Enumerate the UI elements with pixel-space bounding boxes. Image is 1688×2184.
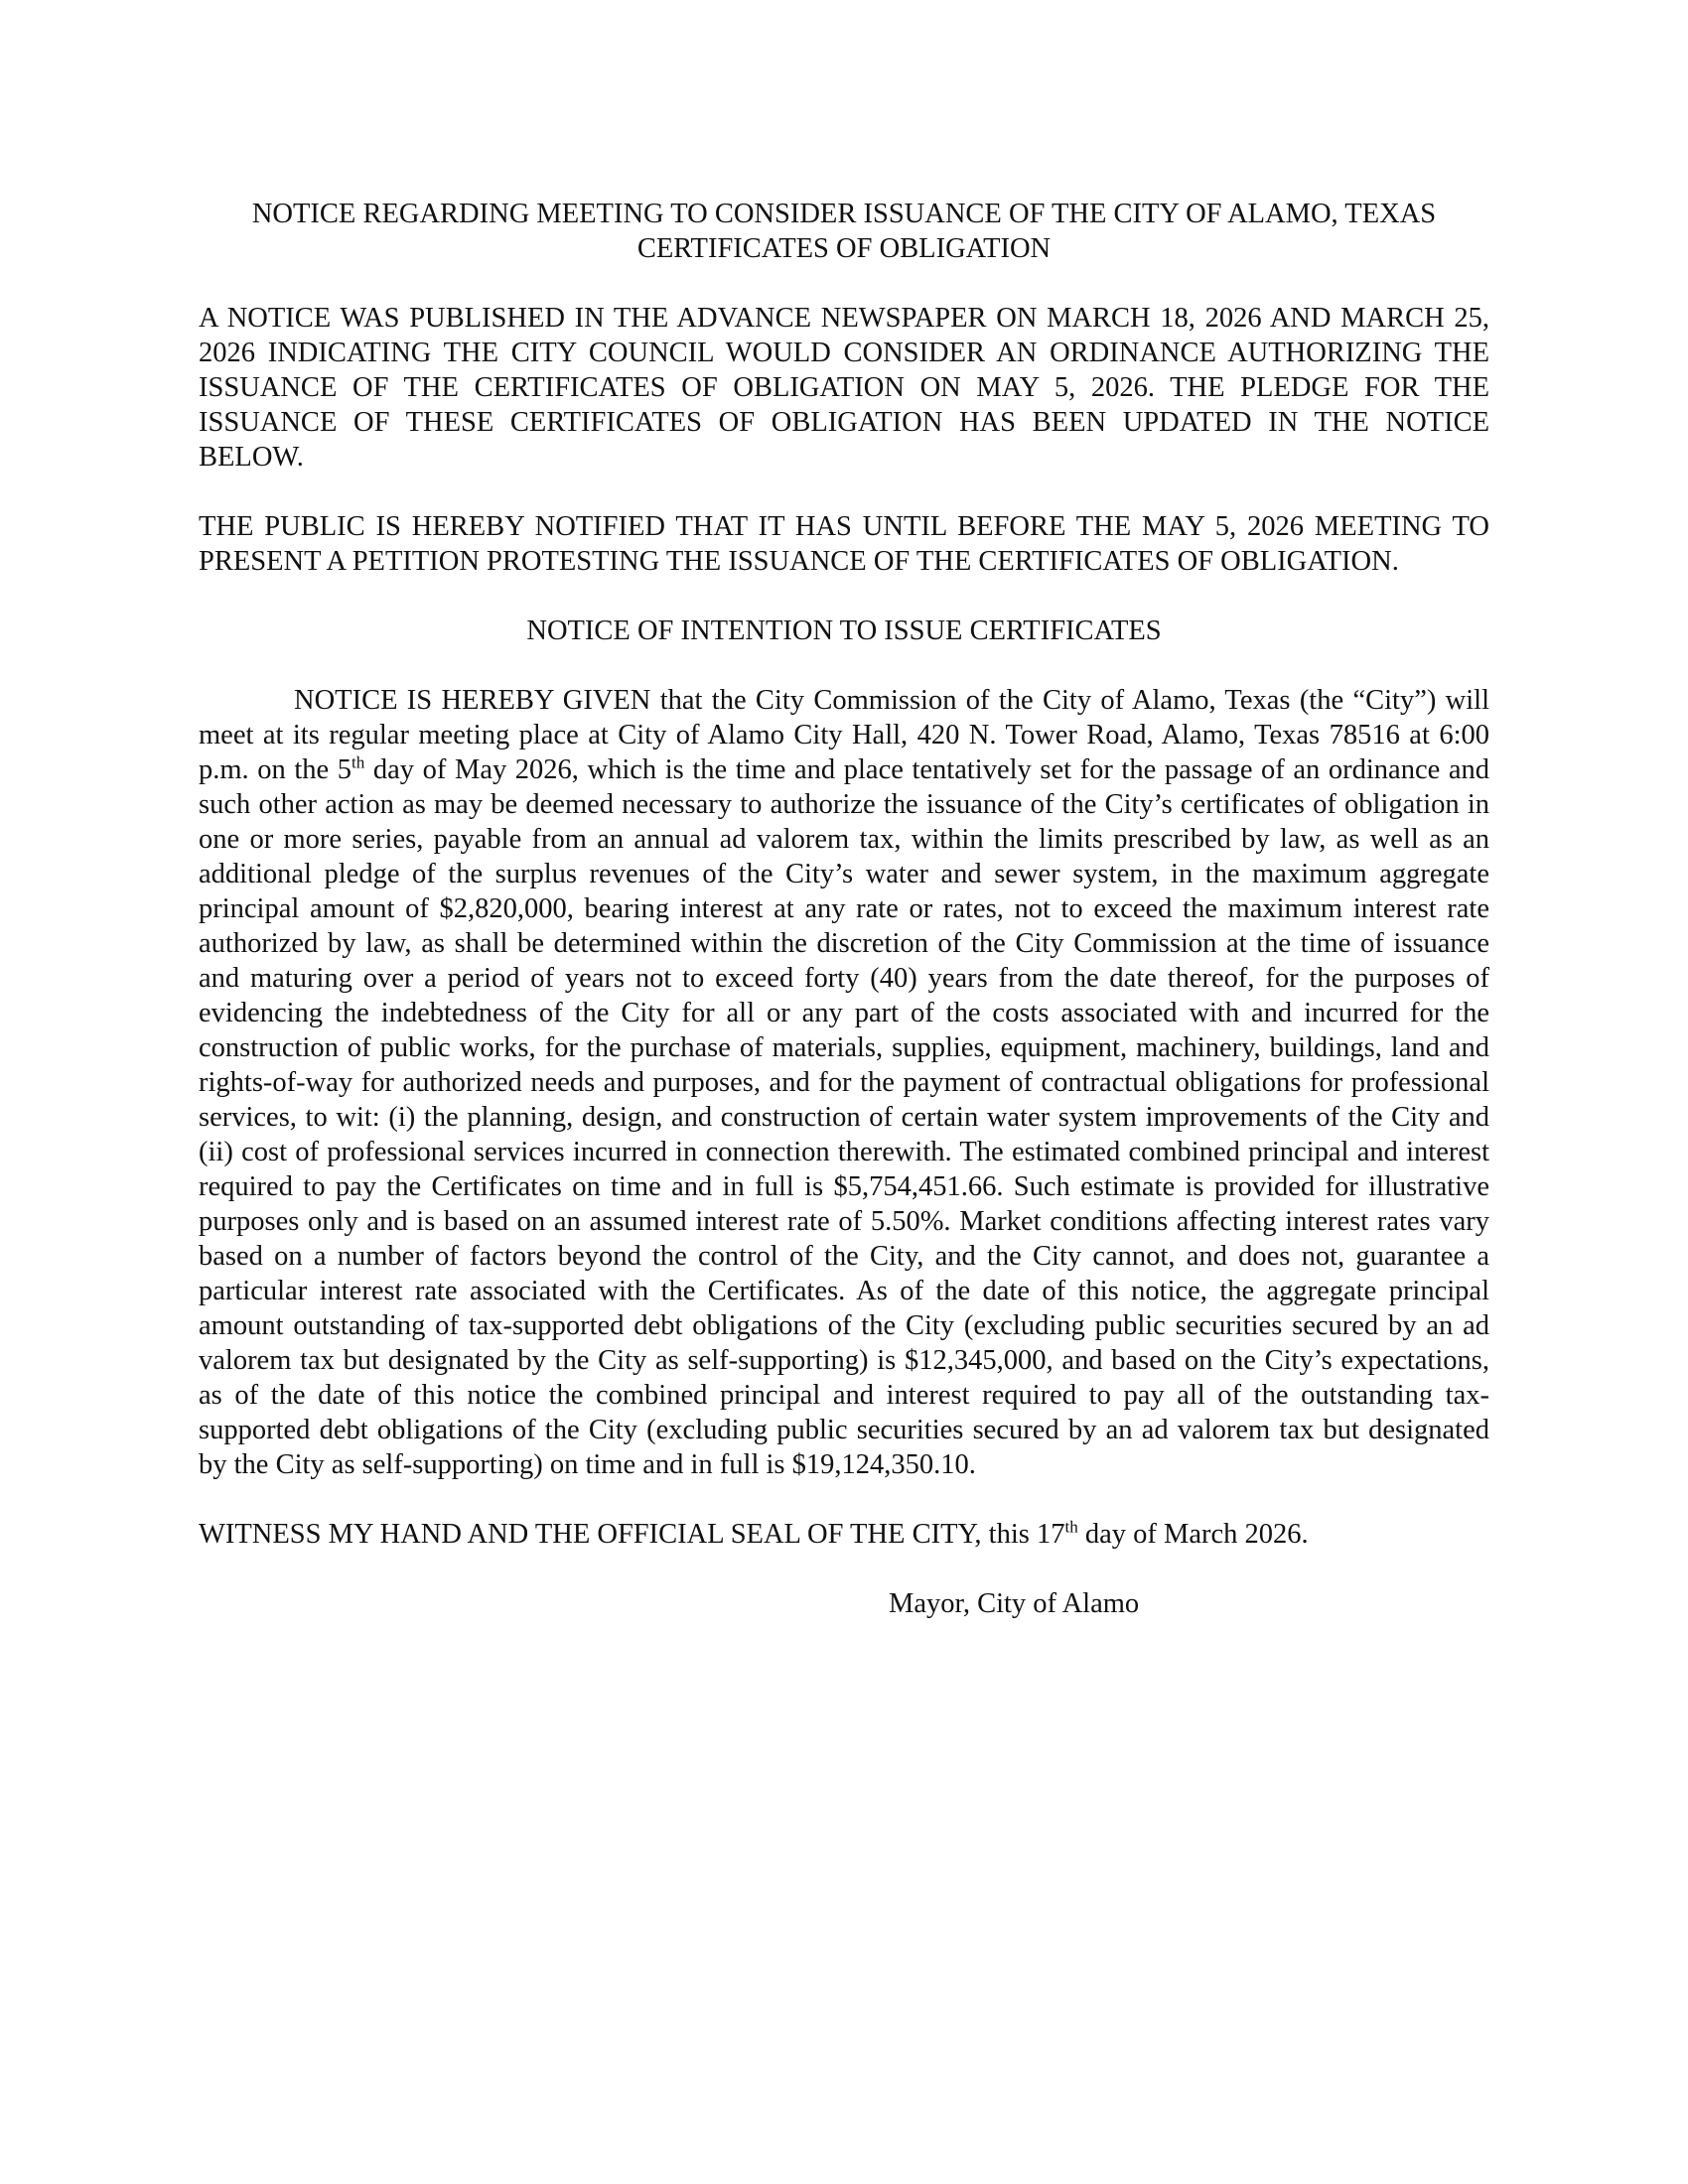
body-ordinal-suffix: th [352, 752, 365, 772]
petition-notice-paragraph: THE PUBLIC IS HEREBY NOTIFIED THAT IT HAS UNTIL BEFORE THE MAY 5, 2026 MEETING TO PRESENT A PETITION PROTESTING THE ISSUANCE OF THE CERTIFICATES OF OBLIGATION. [199, 511, 1489, 577]
document-title [199, 197, 1489, 266]
document-content [199, 197, 1489, 1621]
witness-text-part-2: day of March 2026. [1077, 1519, 1309, 1550]
body-text-part-1: NOTICE IS HEREBY GIVEN that the City Commission of the City of Alamo, Texas (the “City”) will meet at its regular meeting place at City of Alamo City Hall, 420 N. Tower Road, Alamo, Texas 78516 at 6:00 p.m. on the 5 [199, 685, 1489, 785]
publication-notice-paragraph: A NOTICE WAS PUBLISHED IN THE ADVANCE NEWSPAPER ON MARCH 18, 2026 AND MARCH 25, 2026 INDICATING THE CITY COUNCIL WOULD CONSIDER AN ORDINANCE AUTHORIZING THE ISSUANCE OF THE CERTIFICATES OF OBLIGATION ON MAY 5, 2026. THE PLEDGE FOR THE ISSUANCE OF THESE CERTIFICATES OF OBLIGATION HAS BEEN UPDATED IN THE NOTICE BELOW. [199, 303, 1489, 473]
witness-ordinal-suffix: th [1064, 1517, 1078, 1537]
body-text-part-2: day of May 2026, which is the time and place tentatively set for the passage of an ordinance and such other action as may be deemed necessary to authorize the issuance of the City’s certificates of obligation in one or more series, payable from an annual ad valorem tax, within the limits prescribed by law, as well as an additional pledge of the surplus revenues of the City’s water and sewer system, in the maximum aggregate principal amount of $2,820,000, bearing interest at any rate or rates, not to exceed the maximum interest rate authorized by law, as shall be determined within the discretion of the City Commission at the time of issuance and maturing over a period of years not to exceed forty (40) years from the date thereof, for the purposes of evidencing the indebtedness of the City for all or any part of the costs associated with and incurred for the construction of public works, for the purchase of materials, supplies, equipment, machinery, buildings, land and rights-of-way for authorized needs and purposes, and for the payment of contractual obligations for professional services, to wit: (i) the planning, design, and construction of certain water system improvements of the City and (ii) cost of professional services incurred in connection therewith. The estimated combined principal and interest required to pay the Certificates on time and in full is $5,754,451.66. Such estimate is provided for illustrative purposes only and is based on an assumed interest rate of 5.50%. Market conditions affecting interest rates vary based on a number of factors beyond the control of the City, and the City cannot, and does not, guarantee a particular interest rate associated with the Certificates. As of the date of this notice, the aggregate principal amount outstanding of tax-supported debt obligations of the City (excluding public securities secured by an ad valorem tax but designated by the City as self-supporting) is $12,345,000, and based on the City’s expectations, as of the date of this notice the combined principal and interest required to pay all of the outstanding tax-supported debt obligations of the City (excluding public securities secured by an ad valorem tax but designated by the City as self-supporting) on time and in full is $19,124,350.10. [199, 754, 1489, 1480]
notice-subheading: NOTICE OF INTENTION TO ISSUE CERTIFICATES [526, 615, 1162, 646]
witness-line [199, 1517, 1489, 1552]
title-line-1: NOTICE REGARDING MEETING TO CONSIDER ISSUANCE OF THE CITY OF ALAMO, TEXAS [251, 199, 1437, 229]
notice-body-paragraph [199, 683, 1489, 1482]
signature-line: Mayor, City of Alamo [889, 1588, 1140, 1619]
title-line-2: CERTIFICATES OF OBLIGATION [636, 233, 1052, 264]
witness-text-part-1: WITNESS MY HAND AND THE OFFICIAL SEAL OF THE CITY, this 17 [199, 1519, 1065, 1550]
